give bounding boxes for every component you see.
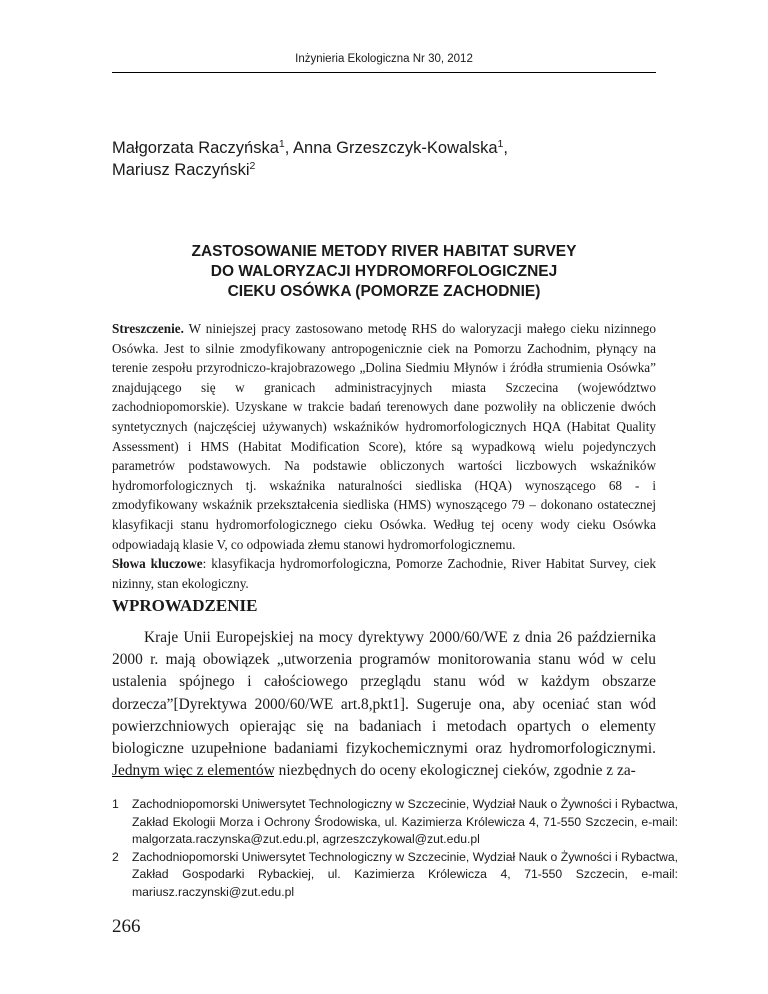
abstract-label: Streszczenie. [112, 321, 184, 336]
footnote-2-number: 2 [112, 849, 119, 864]
footnote-2-text: Zachodniopomorski Uniwersytet Technologiczny w Szczecinie, Wydział Nauk o Żywności i Rybactwa, Zakład Gospodarki Rybackiej, ul. Kazimierza Królewicza 4, 71-550 Szczecin, e-mail: mariusz.raczynski@zut.edu.pl [132, 849, 678, 899]
article-title [112, 242, 656, 302]
footnote-1-number: 1 [112, 797, 119, 811]
footnote-2 [112, 849, 678, 902]
footnote-rule [112, 776, 274, 777]
abstract-paragraph [112, 319, 656, 554]
keywords-text: : klasyfikacja hydromorfologiczna, Pomorze Zachodnie, River Habitat Survey, ciek nizinny, stan ekologiczny. [112, 556, 657, 591]
author-2-affiliation: 1 [497, 138, 504, 150]
header-rule [112, 72, 656, 73]
author-1-affiliation: 1 [278, 138, 285, 150]
running-header: Inżynieria Ekologiczna Nr 30, 2012 [295, 53, 473, 65]
title-line-3: CIEKU OSÓWKA (POMORZE ZACHODNIE) [227, 283, 541, 300]
author-list: Małgorzata Raczyńska$^1$, Anna Grzeszczyk-Kowalska$^1$, Mariusz Raczyński$^2$ [112, 138, 508, 179]
footnote-1-text: Zachodniopomorski Uniwersytet Technologiczny w Szczecinie, Wydział Nauk o Żywności i Rybactwa, Zakład Ekologii Morza i Ochrony Środowiska, ul. Kazimierza Królewicza 4, 71-550 Szczecin, e-mail: malgorzata.raczynska@zut.edu.pl, agrzeszczykowal@zut.edu.pl [132, 797, 678, 847]
footnotes [112, 796, 678, 902]
intro-paragraph: Kraje Unii Europejskiej na mocy dyrektywy 2000/60/WE z dnia 26 październik‌a 2000 r. mają obowiązek „utworzenia programów monitorowania stanu wód w celu ustalenia spójnego i całościowego przeglądu stanu wód w każdym obszarze dorzecza”[Dyrektywa 2000/60/WE art.8,pkt1]. Sugeruje ona, aby oceniać stan wód powierzchniowych opierając się na badaniach i metodach opartych o elementy biologiczne uzupełnione badaniami fizykochemicznymi oraz hydromorfologicznymi. Jednym więc z elementów niezbędnych do oceny ekologicznej cieków, zgodnie z za- [112, 629, 656, 780]
author-3-name: Mariusz Raczyński [112, 161, 250, 179]
title-line-2: DO WALORYZACJI HYDROMORFOLOGICZNEJ [210, 263, 558, 280]
page-number: 266 [112, 916, 141, 937]
keywords-label: Słowa kluczowe [112, 556, 203, 572]
abstract-text: W niniejszej pracy zastosowano metodę RHS do waloryzacji małego cieku nizinnego Osówka. Jest to silnie zmodyfikowany antropogenicznie ciek na Pomorzu Zachodnim, płynący na terenie zespołu przyrodniczo-krajobrazowego „Dolina Siedmiu Młynów i źródła strumienia Osówka” znajdującego się w granicach administracyjnych miasta Szczecina (województwo zachodniopomorskie). Uzyskane w trakcie badań terenowych dane pozwoliły na obliczenie dwóch syntetycznych (najczęściej używanych) wskaźników hydromorfologicznych HQA (Habitat Quality Assessment) i HMS (Habitat Modification Score), które są wypadkową wielu pojedynczych parametrów podstawowych. Na podstawie obliczonych wartości liczbowych wskaźników hydromorfologicznych tj. wskaźnika naturalności siedliska (HQA) wynoszącego 68 - i zmodyfikowany wskaźnik przekształcenia siedliska (HMS) wynoszącego 79 – dokonano ostatecznej klasyfikacji stanu hydromorfologicznego cieku Osówka. Według tej oceny wody cieku Osówka odpowiadają klasie V, co odpowiada złemu stanowi hydromorfologicznemu. [112, 321, 656, 552]
footnote-1 [112, 796, 678, 849]
title-line-1: ZASTOSOWANIE METODY RIVER HABITAT SURVEY [191, 243, 577, 260]
author-2-name: Anna Grzeszczyk-Kowalska [293, 139, 498, 157]
section-heading: WPROWADZENIE [112, 596, 258, 615]
abstract [112, 319, 656, 593]
author-1-name: Małgorzata Raczyńska [112, 139, 279, 157]
author-3-affiliation: 2 [249, 160, 256, 172]
keywords-paragraph [112, 554, 656, 593]
